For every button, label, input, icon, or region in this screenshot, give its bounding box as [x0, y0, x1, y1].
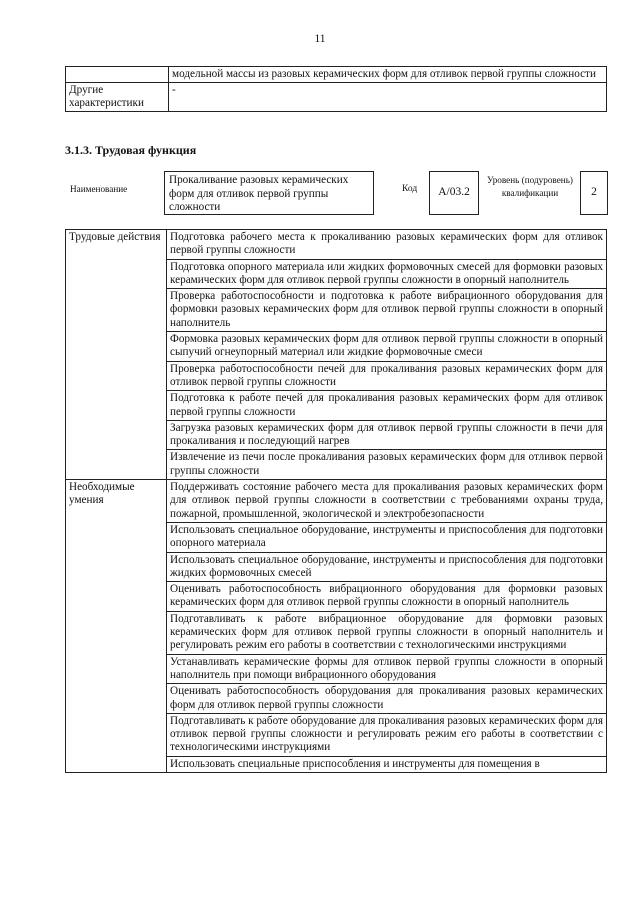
table-row: [66, 67, 607, 83]
table-cell-label: Другие характеристики: [66, 83, 169, 112]
labor-action-item: Подготовка рабочего места к прокаливанию разовых керамических форм для отливок первой группы сложности: [167, 230, 607, 260]
skill-item: Поддерживать состояние рабочего места для прокаливания разовых керамических форм для отливок первой группы сложности в соответствии с требованиями охраны труда, пожарной, промышленной, экологической и электробезопасности: [167, 480, 607, 523]
skill-item: Использовать специальные приспособления и инструменты для помещения в: [167, 756, 607, 772]
name-label: Наименование: [70, 184, 128, 194]
labor-actions-label: Трудовые действия: [66, 230, 167, 480]
table-row: [66, 83, 607, 112]
skill-item: Подготавливать к работе вибрационное оборудование для формовки разовых керамических форм для отливок первой группы сложности в опорный наполнитель и регулировать режим его работы в соответствии с технологическими инструкциями: [167, 611, 607, 654]
name-value: Прокаливание разовых керамических форм для отливок первой группы сложности: [164, 171, 374, 215]
labor-action-item: Подготовка опорного материала или жидких формовочных смесей для формовки разовых керамических форм для отливок первой группы сложности в опорный наполнитель: [167, 259, 607, 289]
skill-item: Оценивать работоспособность оборудования для прокаливания разовых керамических форм для отливок первой группы сложности: [167, 684, 607, 714]
skill-item: Устанавливать керамические формы для отливок первой группы сложности в опорный наполнитель при помощи вибрационного оборудования: [167, 654, 607, 684]
labor-action-item: Загрузка разовых керамических форм для отливок первой группы сложности в печи для прокаливания и последующий нагрев: [167, 420, 607, 450]
skill-item: Использовать специальное оборудование, инструменты и приспособления для подготовки жидких формовочных смесей: [167, 552, 607, 582]
labor-action-item: Проверка работоспособности печей для прокаливания разовых керамических форм для отливок первой группы сложности: [167, 361, 607, 391]
labor-action-item: Извлечение из печи после прокаливания разовых керамических форм для отливок первой группы сложности: [167, 450, 607, 480]
level-label: Уровень (подуровень) квалификации: [487, 175, 573, 198]
page-number: 11: [314, 33, 326, 45]
section-heading: 3.1.3. Трудовая функция: [65, 143, 197, 157]
code-label: Код: [402, 184, 418, 194]
table-cell-text: модельной массы из разовых керамических форм для отливок первой группы сложности: [169, 67, 607, 83]
labor-action-item: Подготовка к работе печей для прокаливания разовых керамических форм для отливок первой группы сложности: [167, 391, 607, 421]
code-value: A/03.2: [429, 171, 479, 215]
table-cell-text: -: [169, 83, 607, 112]
table-row: [66, 480, 607, 523]
skill-item: Использовать специальное оборудование, инструменты и приспособления для подготовки опорного материала: [167, 522, 607, 552]
table-row: [66, 230, 607, 260]
level-value: 2: [580, 171, 608, 215]
labor-action-item: Проверка работоспособности и подготовка к работе вибрационного оборудования для формовки разовых керамических форм для отливок первой группы сложности в опорный наполнитель: [167, 289, 607, 332]
skill-item: Подготавливать к работе оборудование для прокаливания разовых керамических форм для отливок первой группы сложности и регулировать режим его работы в соответствии с технологическими инструкциями: [167, 713, 607, 756]
table-cell-label: [66, 67, 169, 83]
labor-action-item: Формовка разовых керамических форм для отливок первой группы сложности в опорный сыпучий огнеупорный материал или жидкие формовочные смеси: [167, 332, 607, 362]
continuation-table: [65, 66, 607, 112]
required-skills-label: Необходимые умения: [66, 480, 167, 773]
function-table: [65, 229, 607, 773]
skill-item: Оценивать работоспособность вибрационного оборудования для формовки разовых керамических форм для отливок первой группы сложности в опорный наполнитель: [167, 582, 607, 612]
